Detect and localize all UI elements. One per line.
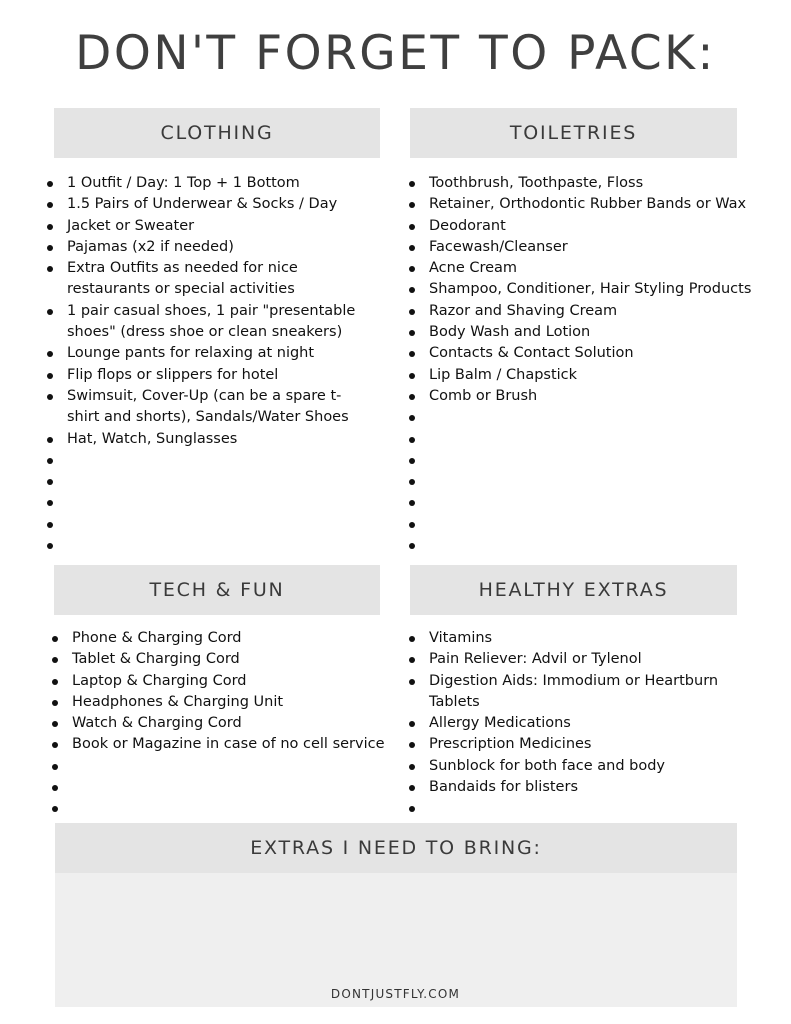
list-item: Prescription Medicines (409, 734, 749, 755)
list-item: Allergy Medications (409, 713, 749, 734)
list-item: Extra Outfits as needed for nice restaurants or special activities (47, 258, 387, 301)
list-item: Retainer, Orthodontic Rubber Bands or Wax (409, 194, 779, 215)
list-item: Acne Cream (409, 258, 779, 279)
list-item: Tablet & Charging Cord (52, 649, 397, 670)
list-item: Digestion Aids: Immodium or Heartburn Tablets (409, 671, 749, 714)
list-item: Vitamins (409, 628, 749, 649)
list-item: Pajamas (x2 if needed) (47, 237, 387, 258)
list-item: Pain Reliever: Advil or Tylenol (409, 649, 749, 670)
toiletries-section (410, 108, 737, 158)
tech-list (52, 628, 397, 820)
extras-heading: EXTRAS I NEED TO BRING: (55, 823, 737, 873)
healthy-section (410, 565, 737, 615)
list-item: Book or Magazine in case of no cell service (52, 734, 397, 755)
list-item (47, 471, 387, 492)
clothing-section (54, 108, 380, 158)
list-item (409, 471, 779, 492)
list-item (47, 514, 387, 535)
list-item (409, 492, 779, 513)
tech-section (54, 565, 380, 615)
list-item: Lip Balm / Chapstick (409, 365, 779, 386)
list-item (409, 798, 749, 819)
list-item: Flip flops or slippers for hotel (47, 365, 387, 386)
page-title: DON'T FORGET TO PACK: (75, 26, 716, 81)
list-item: Body Wash and Lotion (409, 322, 779, 343)
list-item: 1 pair casual shoes, 1 pair "presentable shoes" (dress shoe or clean sneakers) (47, 301, 387, 344)
list-item: Contacts & Contact Solution (409, 343, 779, 364)
list-item: Laptop & Charging Cord (52, 671, 397, 692)
list-item: Lounge pants for relaxing at night (47, 343, 387, 364)
list-item: Jacket or Sweater (47, 216, 387, 237)
list-item: Deodorant (409, 216, 779, 237)
list-item: Hat, Watch, Sunglasses (47, 429, 387, 450)
list-item (409, 535, 779, 556)
list-item (409, 429, 779, 450)
list-item (409, 407, 779, 428)
list-item: Headphones & Charging Unit (52, 692, 397, 713)
toiletries-list (409, 173, 779, 556)
list-item: 1 Outfit / Day: 1 Top + 1 Bottom (47, 173, 387, 194)
list-item: Sunblock for both face and body (409, 756, 749, 777)
tech-heading: TECH & FUN (54, 565, 380, 615)
list-item: Comb or Brush (409, 386, 779, 407)
extras-notes-box[interactable] (55, 823, 737, 1007)
healthy-list (409, 628, 749, 820)
list-item (47, 450, 387, 471)
list-item (47, 492, 387, 513)
list-item: Bandaids for blisters (409, 777, 749, 798)
list-item (52, 756, 397, 777)
list-item (52, 777, 397, 798)
list-item: Watch & Charging Cord (52, 713, 397, 734)
list-item (409, 514, 779, 535)
list-item: Phone & Charging Cord (52, 628, 397, 649)
list-item: 1.5 Pairs of Underwear & Socks / Day (47, 194, 387, 215)
toiletries-heading: TOILETRIES (410, 108, 737, 158)
list-item: Toothbrush, Toothpaste, Floss (409, 173, 779, 194)
list-item (52, 798, 397, 819)
list-item: Shampoo, Conditioner, Hair Styling Products (409, 279, 779, 300)
list-item: Razor and Shaving Cream (409, 301, 779, 322)
clothing-heading: CLOTHING (54, 108, 380, 158)
list-item: Swimsuit, Cover-Up (can be a spare t- shirt and shorts), Sandals/Water Shoes (47, 386, 387, 429)
list-item (409, 450, 779, 471)
healthy-heading: HEALTHY EXTRAS (410, 565, 737, 615)
list-item: Facewash/Cleanser (409, 237, 779, 258)
clothing-list (47, 173, 387, 556)
site-footer: DONTJUSTFLY.COM (330, 987, 461, 1001)
list-item (47, 535, 387, 556)
